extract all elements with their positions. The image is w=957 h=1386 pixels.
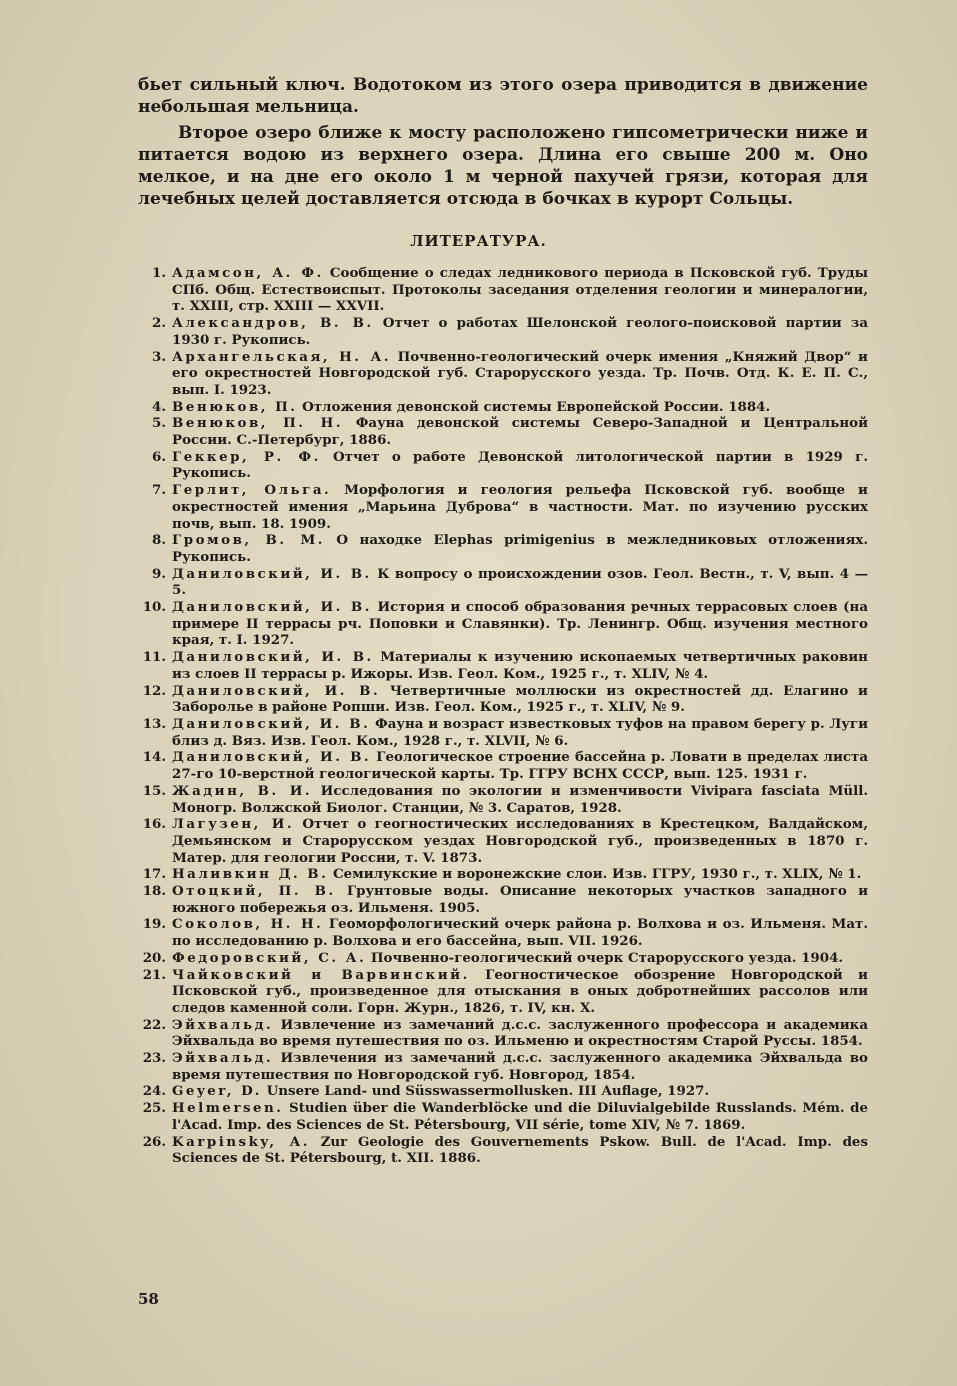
reference-number: 12. <box>142 682 166 699</box>
reference-item <box>138 916 868 949</box>
reference-number: 7. <box>152 482 166 499</box>
reference-item <box>138 315 868 348</box>
reference-text: О находке Elephas primigenius в межледниковых отложениях. Рукопись. <box>172 532 868 565</box>
reference-number: 21. <box>142 966 166 983</box>
reference-item <box>138 749 868 782</box>
reference-text: Извлечения из замечаний д.с.с. заслуженного академика Эйхвальда во время путешествия по Новгородской губ. Новгород, 1854. <box>172 1050 868 1083</box>
reference-number: 1. <box>152 265 166 281</box>
reference-author: Даниловский, И. В. <box>172 682 381 699</box>
reference-number: 18. <box>142 883 166 900</box>
reference-author: Даниловский, И. В. <box>172 565 372 582</box>
intro-text <box>138 74 868 210</box>
reference-author: Федоровский, С. А. <box>172 949 367 966</box>
reference-text: Геоморфологический очерк района р. Волхова и оз. Ильменя. Мат. по исследованию р. Волхова и его бассейна, вып. VII. 1926. <box>172 916 869 950</box>
reference-text: Морфология и геология рельефа Псковской губ. вообще и окрестностей имения „Марьина Дуброва“ в частности. Мат. по изучению русских почв, вып. 18. 1909. <box>172 482 868 532</box>
reference-number: 2. <box>152 315 166 332</box>
intro-paragraph-1: бьет сильный ключ. Водотоком из этого озера приводится в движение небольшая мельница. <box>138 75 868 117</box>
reference-item <box>138 449 868 482</box>
reference-item <box>138 783 868 816</box>
reference-text: Геологическое строение бассейна р. Ловати в пределах листа 27-го 10-верстной геологической карты. Тр. ГГРУ ВСНХ СССР, вып. 125. 1931 г. <box>172 749 869 783</box>
reference-author: Наливкин Д. В. <box>172 866 329 883</box>
reference-text: Семилукские и воронежские слои. Изв. ГГРУ, 1930 г., т. XLIX, № 1. <box>328 866 862 883</box>
section-heading: ЛИТЕРАТУРА. <box>410 232 547 250</box>
reference-item <box>138 816 868 866</box>
reference-text: Отчет о работах Шелонской геолого-поисковой партии за 1930 г. Рукопись. <box>172 315 869 348</box>
reference-number: 20. <box>142 949 166 966</box>
reference-item <box>138 349 868 399</box>
reference-text: Грунтовые воды. Описание некоторых участков западного и южного побережья оз. Ильменя. 1905. <box>172 883 868 916</box>
reference-number: 17. <box>142 866 166 883</box>
reference-item <box>138 415 868 448</box>
reference-author: Соколов, Н. Н. <box>172 916 324 933</box>
reference-text: Zur Geologie des Gouvernements Pskow. Bull. de l'Acad. Imp. des Sciences de St. Pétersbourg, t. XII. 1886. <box>172 1133 868 1167</box>
reference-author: Геккер, Р. Ф. <box>172 448 321 465</box>
reference-author: Даниловский, И. В. <box>172 715 371 732</box>
reference-number: 22. <box>142 1016 166 1033</box>
reference-item <box>138 649 868 682</box>
reference-item <box>138 532 868 565</box>
reference-text: Извлечение из замечаний д.с.с. заслуженного профессора и академика Эйхвальда во время путешествия по оз. Ильменю и окрестностям Старой Руссы. 1854. <box>172 1016 868 1050</box>
reference-author: Даниловский, И. В. <box>172 749 372 766</box>
reference-number: 3. <box>152 348 166 365</box>
reference-author: Эйхвальд. <box>172 1050 274 1067</box>
reference-text: Исследования по экологии и изменчивости Vivipara fasciata Müll. Моногр. Волжской Биолог. Станции, № 3. Саратов, 1928. <box>172 782 868 816</box>
reference-item <box>138 1100 868 1133</box>
reference-item <box>138 866 868 883</box>
reference-text: Отчет о геогностических исследованиях в Крестецком, Валдайском, Демьянском и Старорусском уездах Новгородской губ., произведенных в 1870 г. Матер. для геологии России, т. V. 1873. <box>172 816 868 866</box>
reference-number: 8. <box>152 532 166 549</box>
reference-author: Громов, В. М. <box>172 532 325 549</box>
reference-number: 11. <box>142 649 166 666</box>
reference-author: Лагузен, И. <box>172 816 295 833</box>
page-number: 58 <box>138 1290 159 1308</box>
reference-item <box>138 265 868 315</box>
reference-number: 10. <box>142 599 166 616</box>
reference-text: Сообщение о следах ледникового периода в Псковской губ. Труды СПб. Общ. Естествоиспыт. Протоколы заседания отделения геологии и минералогии, т. XXIII, стр. XXIII — XXVII. <box>172 265 869 315</box>
reference-item <box>138 482 868 532</box>
reference-item <box>138 399 868 416</box>
reference-number: 5. <box>152 415 166 432</box>
reference-number: 6. <box>152 448 166 465</box>
reference-item <box>138 1083 868 1100</box>
reference-author: Чайковский и Варвинский. <box>172 966 470 983</box>
reference-author: Geyer, D. <box>172 1083 262 1100</box>
reference-number: 25. <box>142 1100 166 1117</box>
reference-number: 24. <box>142 1083 166 1100</box>
reference-text: Почвенно-геологический очерк Старорусского уезда. 1904. <box>366 949 844 966</box>
reference-list <box>138 265 868 1167</box>
reference-author: Адамсон, А. Ф. <box>172 265 324 281</box>
reference-number: 23. <box>142 1050 166 1067</box>
reference-text: Фауна и возраст известковых туфов на правом берегу р. Луги близ д. Вяз. Изв. Геол. Ком., 1928 г., т. XLVII, № 6. <box>172 715 868 749</box>
reference-author: Герлит, Ольга. <box>172 482 332 499</box>
reference-author: Отоцкий, П. В. <box>172 883 336 900</box>
reference-number: 9. <box>152 565 166 582</box>
reference-text: Четвертичные моллюски из окрестностей дд. Елагино и Заборолье в районе Ропши. Изв. Геол. Ком., 1925 г., т. XLIV, № 9. <box>172 682 868 716</box>
reference-author: Жадин, В. И. <box>172 782 313 799</box>
reference-author: Karpinsky, A. <box>172 1133 310 1150</box>
reference-item <box>138 599 868 649</box>
reference-author: Архангельская, Н. А. <box>172 348 392 365</box>
reference-item <box>138 716 868 749</box>
reference-text: Отложения девонской системы Европейской России. 1884. <box>297 398 771 415</box>
reference-item <box>138 566 868 599</box>
reference-number: 15. <box>142 782 166 799</box>
reference-item <box>138 950 868 967</box>
reference-item <box>138 967 868 1017</box>
reference-author: Даниловский, И. В. <box>172 649 374 666</box>
reference-item <box>138 883 868 916</box>
reference-text: Unsere Land- und Süsswassermollusken. III Auflage, 1927. <box>261 1083 710 1100</box>
reference-number: 26. <box>142 1133 166 1150</box>
reference-author: Эйхвальд. <box>172 1016 274 1033</box>
reference-item <box>138 1134 868 1167</box>
reference-text: Фауна девонской системы Северо-Западной и Центральной России. С.-Петербург, 1886. <box>172 415 868 449</box>
reference-item <box>138 1050 868 1083</box>
reference-text: Геогностическое обозрение Новгородской и Псковской губ., произведенное для отыскания в оных добротнейших рассолов или следов каменной соли. Горн. Журн., 1826, т. IV, кн. X. <box>172 966 868 1016</box>
reference-number: 4. <box>152 398 166 415</box>
reference-text: Материалы к изучению ископаемых четвертичных раковин из слоев II террасы р. Ижоры. Изв. Геол. Ком., 1925 г., т. XLIV, № 4. <box>172 649 868 682</box>
reference-number: 13. <box>142 715 166 732</box>
reference-author: Венюков, П. <box>172 398 298 415</box>
reference-number: 16. <box>142 816 166 833</box>
intro-paragraph-2: Второе озеро ближе к мосту расположено гипсометрически ниже и питается водою из верхнего озера. Длина его свыше 200 м. Оно мелкое, и на дне его около 1 м черной пахучей грязи, которая для лечебных целей доставляется отсюда в бочках в курорт Сольцы. <box>138 123 868 209</box>
reference-item <box>138 683 868 716</box>
reference-text: Отчет о работе Девонской литологической партии в 1929 г. Рукопись. <box>172 448 868 482</box>
reference-author: Александров, В. В. <box>172 315 374 332</box>
reference-text: К вопросу о происхождении озов. Геол. Вестн., т. V, вып. 4 — 5. <box>172 565 868 599</box>
reference-number: 19. <box>142 916 166 933</box>
reference-text: Studien über die Wanderblöcke und die Diluvialgebilde Russlands. Mém. de l'Acad. Imp. des Sciences de St. Pétersbourg, VII série, tome XIV, № 7. 1869. <box>172 1100 868 1133</box>
reference-author: Даниловский, И. В. <box>172 599 372 616</box>
reference-text: История и способ образования речных террасовых слоев (на примере II террасы рч. Поповки и Славянки). Тр. Ленингр. Общ. изучения местного края, т. I. 1927. <box>172 599 868 649</box>
reference-author: Helmersen. <box>172 1100 284 1117</box>
reference-text: Почвенно-геологический очерк имения „Княжий Двор“ и его окрестностей Новгородской губ. Старорусского уезда. Тр. Почв. Отд. К. Е. П. С., вып. I. 1923. <box>172 348 868 398</box>
reference-item <box>138 1017 868 1050</box>
reference-author: Венюков, П. Н. <box>172 415 343 432</box>
reference-number: 14. <box>142 749 166 766</box>
